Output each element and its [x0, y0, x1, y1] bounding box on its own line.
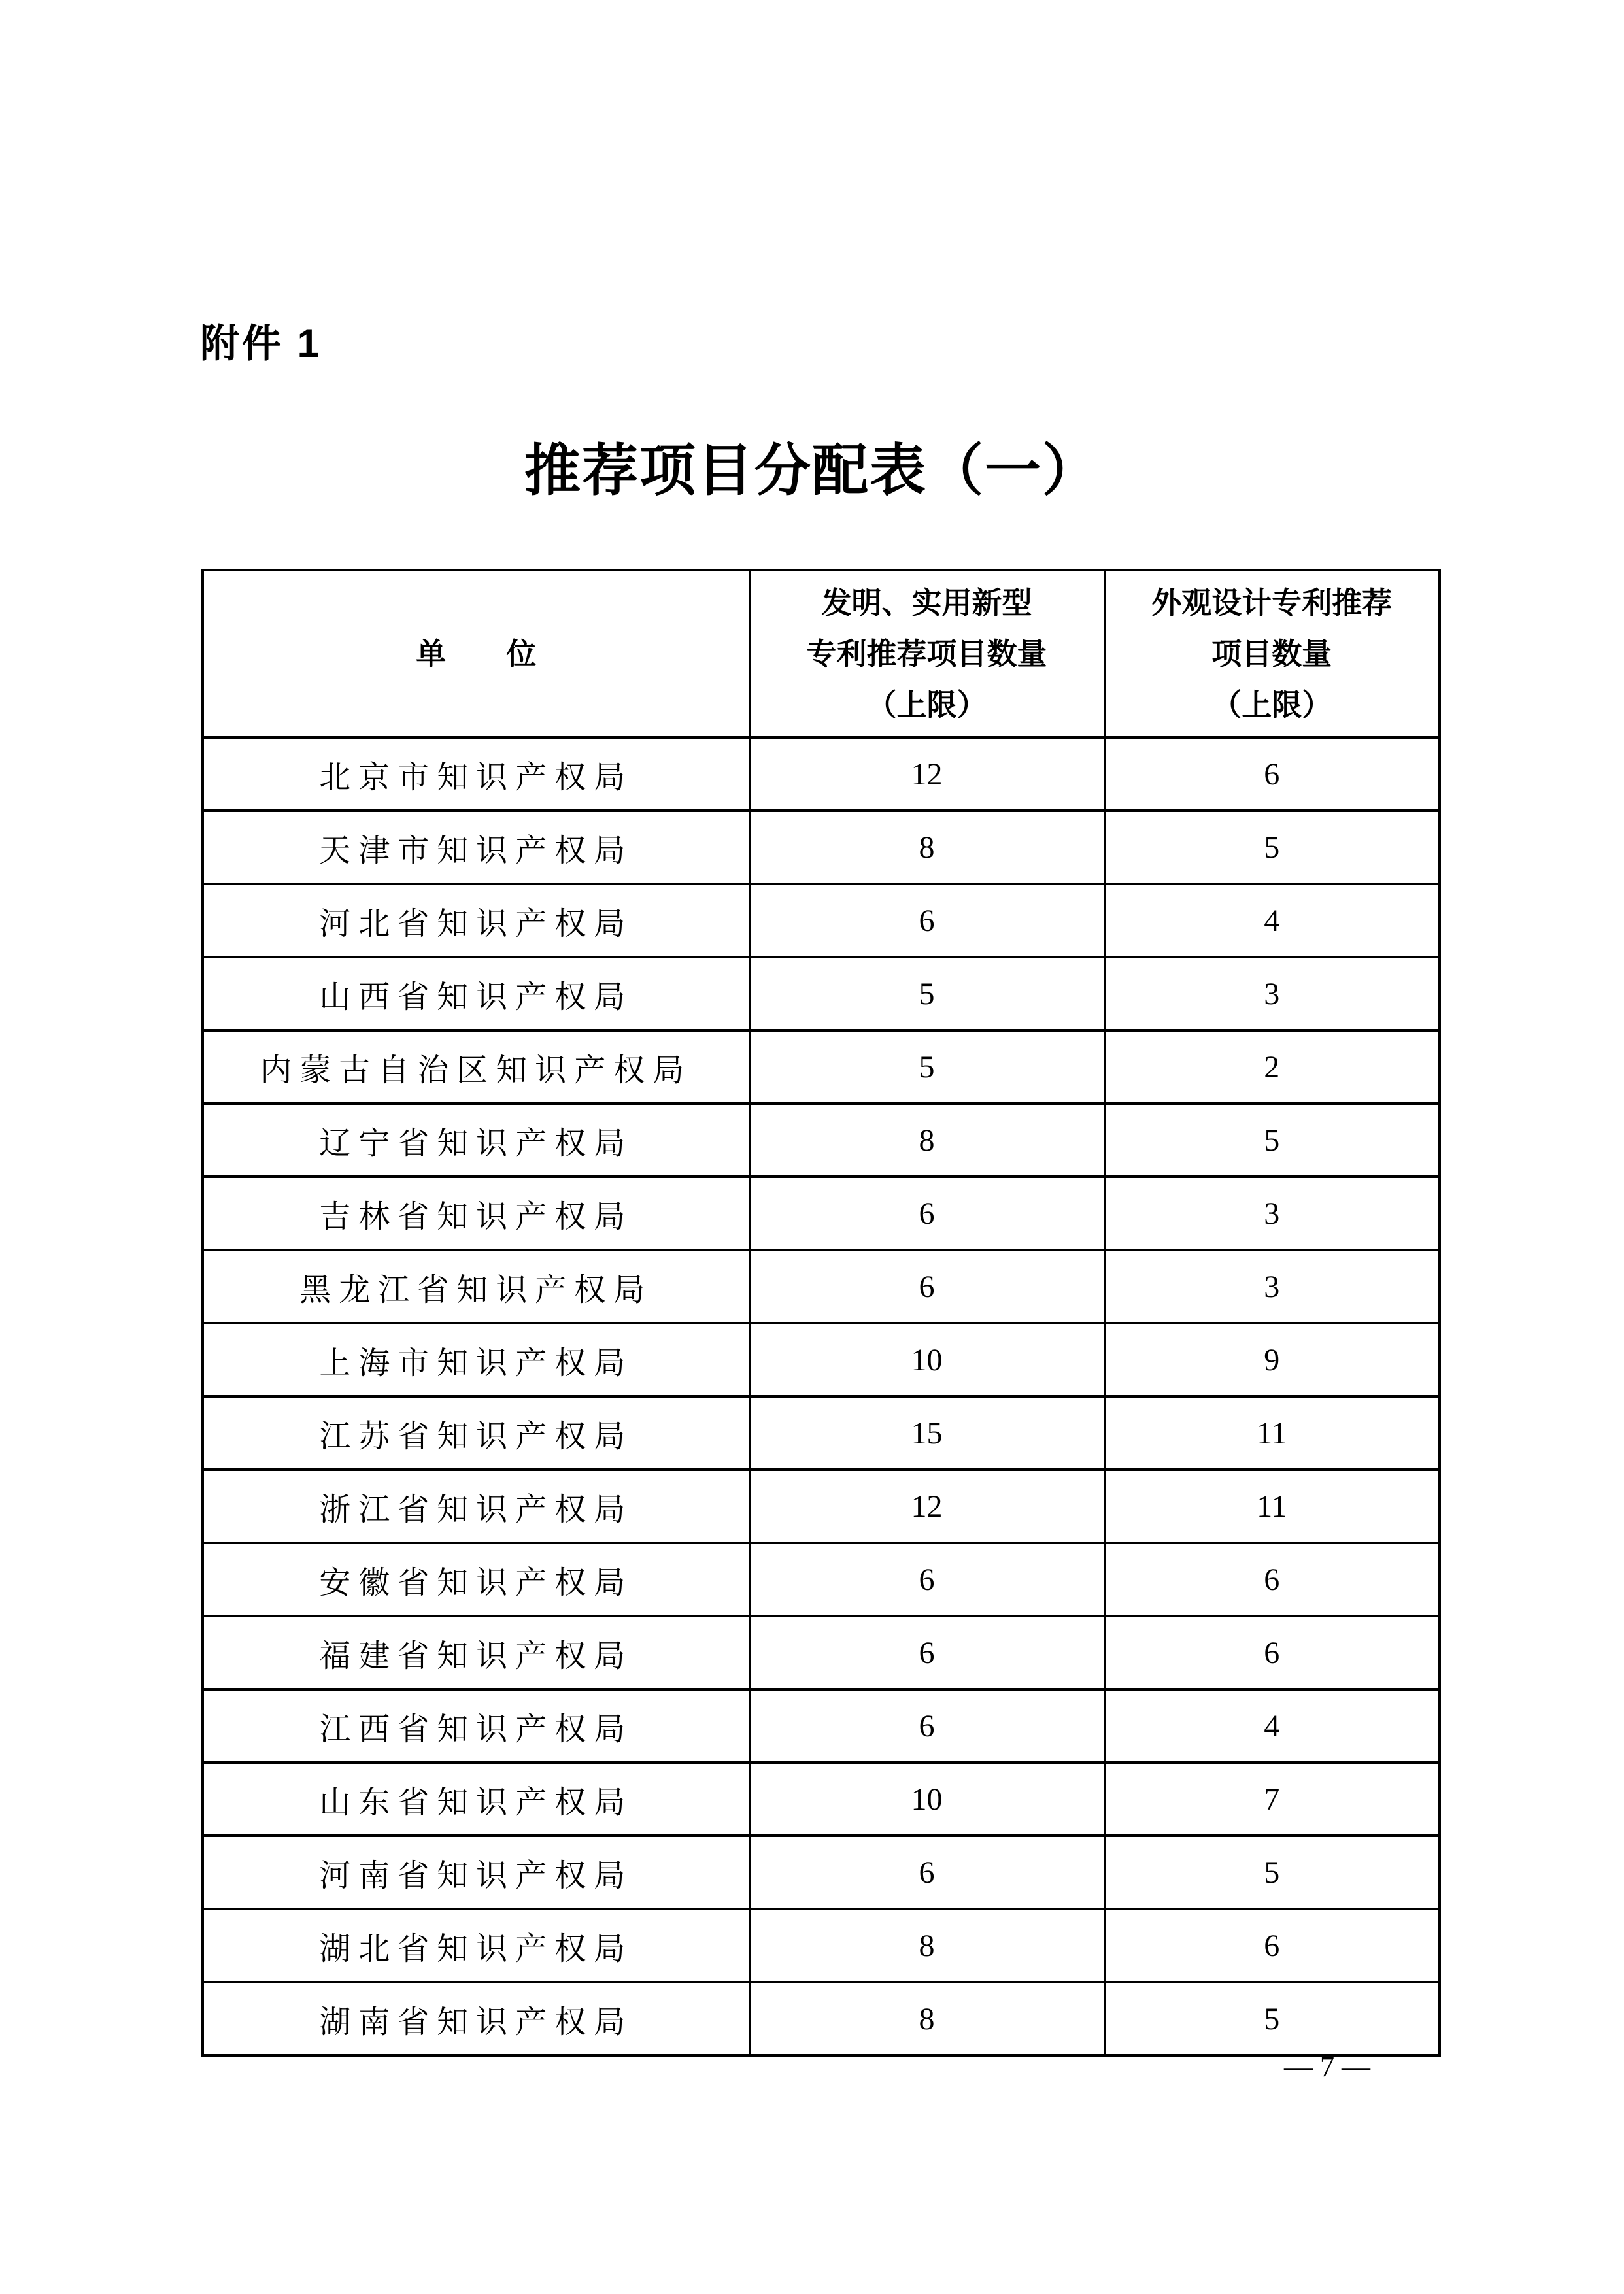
- invention-count-cell: 5: [749, 957, 1104, 1030]
- table-header: [203, 570, 1440, 737]
- invention-count-cell: 6: [749, 1543, 1104, 1616]
- design-count-cell: 3: [1104, 1177, 1440, 1250]
- unit-cell: 吉林省知识产权局: [203, 1177, 749, 1250]
- table-row: [203, 1982, 1440, 2055]
- page-title: 推荐项目分配表（一）: [524, 439, 1100, 502]
- invention-count-cell: 6: [749, 1689, 1104, 1763]
- design-count-cell: 5: [1104, 811, 1440, 884]
- table-row: [203, 1470, 1440, 1543]
- design-count-cell: 3: [1104, 1250, 1440, 1323]
- invention-count-cell: 8: [749, 1982, 1104, 2055]
- header-row: [203, 570, 1440, 737]
- design-count-cell: 5: [1104, 1836, 1440, 1909]
- invention-count-cell: 6: [749, 1616, 1104, 1689]
- invention-count-cell: 5: [749, 1030, 1104, 1104]
- invention-count-cell: 12: [749, 1470, 1104, 1543]
- invention-count-cell: 6: [749, 1836, 1104, 1909]
- table-row: [203, 1836, 1440, 1909]
- design-count-cell: 5: [1104, 1982, 1440, 2055]
- table-row: [203, 1616, 1440, 1689]
- unit-cell: 河北省知识产权局: [203, 884, 749, 957]
- unit-cell: 安徽省知识产权局: [203, 1543, 749, 1616]
- table-body: [203, 737, 1440, 2055]
- design-count-cell: 2: [1104, 1030, 1440, 1104]
- unit-header-label: 单 位: [416, 637, 537, 671]
- unit-cell: 河南省知识产权局: [203, 1836, 749, 1909]
- table-row: [203, 1689, 1440, 1763]
- invention-header-line-1: 发明、实用新型: [821, 586, 1032, 620]
- invention-column-header: [749, 570, 1104, 737]
- table-row: [203, 1030, 1440, 1104]
- allocation-table: [201, 569, 1441, 2057]
- design-header-line-3: （上限）: [1211, 688, 1332, 722]
- unit-cell: 辽宁省知识产权局: [203, 1104, 749, 1177]
- table-row: [203, 957, 1440, 1030]
- unit-column-header: [203, 570, 749, 737]
- design-count-cell: 6: [1104, 1543, 1440, 1616]
- unit-cell: 山西省知识产权局: [203, 957, 749, 1030]
- table-row: [203, 1396, 1440, 1470]
- page-number: — 7 —: [1284, 2051, 1370, 2083]
- table-row: [203, 811, 1440, 884]
- invention-count-cell: 10: [749, 1763, 1104, 1836]
- design-count-cell: 11: [1104, 1396, 1440, 1470]
- invention-count-cell: 6: [749, 1177, 1104, 1250]
- design-count-cell: 7: [1104, 1763, 1440, 1836]
- unit-cell: 北京市知识产权局: [203, 737, 749, 811]
- design-count-cell: 9: [1104, 1323, 1440, 1396]
- table-row: [203, 1543, 1440, 1616]
- unit-cell: 内蒙古自治区知识产权局: [203, 1030, 749, 1104]
- invention-header-line-2: 专利推荐项目数量: [806, 637, 1047, 671]
- table-row: [203, 1250, 1440, 1323]
- attachment-label: 附件 1: [200, 322, 322, 365]
- invention-count-cell: 15: [749, 1396, 1104, 1470]
- table-row: [203, 1909, 1440, 1982]
- table-row: [203, 884, 1440, 957]
- design-count-cell: 3: [1104, 957, 1440, 1030]
- design-count-cell: 6: [1104, 1909, 1440, 1982]
- unit-cell: 天津市知识产权局: [203, 811, 749, 884]
- design-count-cell: 4: [1104, 884, 1440, 957]
- unit-cell: 浙江省知识产权局: [203, 1470, 749, 1543]
- table-row: [203, 1104, 1440, 1177]
- invention-count-cell: 8: [749, 1104, 1104, 1177]
- invention-count-cell: 10: [749, 1323, 1104, 1396]
- invention-count-cell: 6: [749, 884, 1104, 957]
- design-column-header: [1104, 570, 1440, 737]
- table-row: [203, 737, 1440, 811]
- design-count-cell: 6: [1104, 1616, 1440, 1689]
- unit-cell: 上海市知识产权局: [203, 1323, 749, 1396]
- unit-cell: 福建省知识产权局: [203, 1616, 749, 1689]
- unit-cell: 江苏省知识产权局: [203, 1396, 749, 1470]
- design-count-cell: 4: [1104, 1689, 1440, 1763]
- unit-cell: 山东省知识产权局: [203, 1763, 749, 1836]
- invention-count-cell: 6: [749, 1250, 1104, 1323]
- invention-header-line-3: （上限）: [866, 688, 987, 722]
- unit-cell: 湖南省知识产权局: [203, 1982, 749, 2055]
- unit-cell: 湖北省知识产权局: [203, 1909, 749, 1982]
- design-header-line-1: 外观设计专利推荐: [1151, 586, 1393, 620]
- unit-cell: 江西省知识产权局: [203, 1689, 749, 1763]
- invention-count-cell: 8: [749, 811, 1104, 884]
- invention-count-cell: 8: [749, 1909, 1104, 1982]
- table-row: [203, 1323, 1440, 1396]
- unit-cell: 黑龙江省知识产权局: [203, 1250, 749, 1323]
- table-row: [203, 1763, 1440, 1836]
- design-count-cell: 5: [1104, 1104, 1440, 1177]
- design-count-cell: 11: [1104, 1470, 1440, 1543]
- table-row: [203, 1177, 1440, 1250]
- invention-count-cell: 12: [749, 737, 1104, 811]
- design-count-cell: 6: [1104, 737, 1440, 811]
- design-header-line-2: 项目数量: [1211, 637, 1332, 671]
